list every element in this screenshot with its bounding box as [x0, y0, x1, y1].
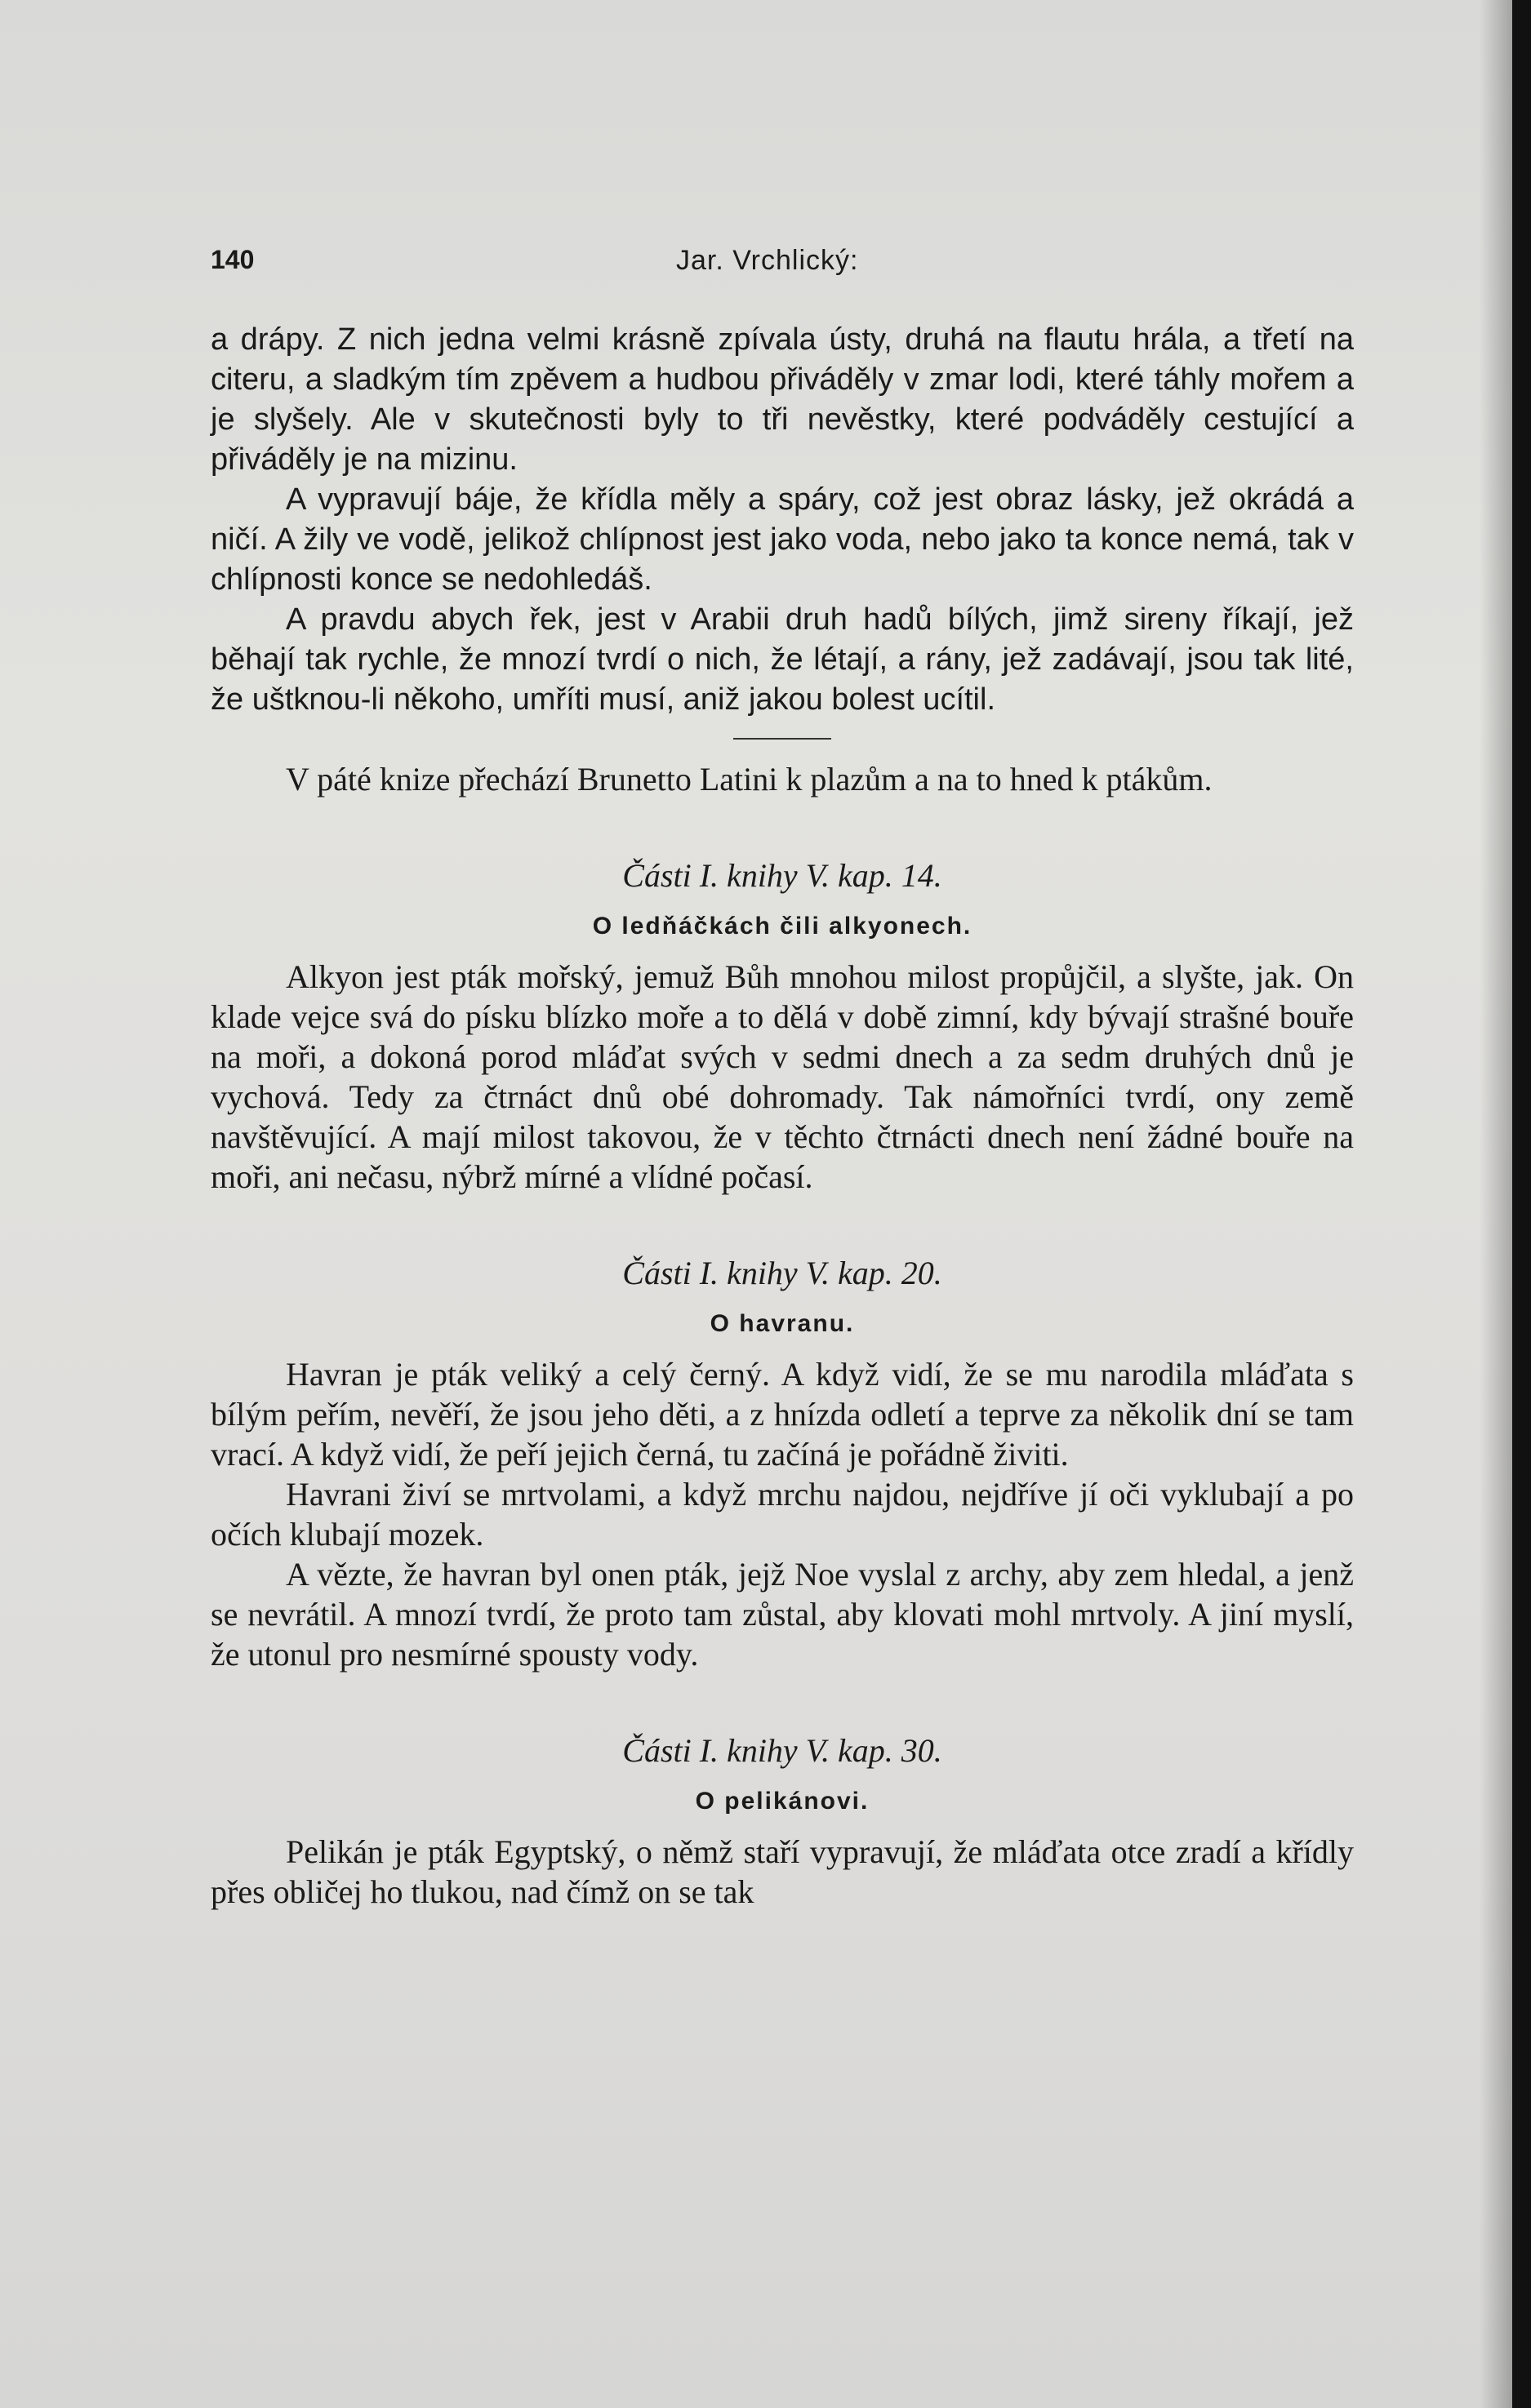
section-reference: Části I. knihy V. kap. 14. — [622, 857, 942, 894]
section-title: O pelikánovi. — [695, 1788, 870, 1815]
page-content — [211, 245, 1354, 1912]
running-head-author: Jar. Vrchlický: — [676, 245, 859, 276]
intro-paragraph: A pravdu abych řek, jest v Arabii druh hadů bílých, jimž sireny říkají, jež běhají tak rychle, že mnozí tvrdí o nich, že létají, a rány, jež zadávají, jsou tak lité, že uštknou-li někoho, umříti musí, aniž jakou bolest ucítil. — [211, 602, 1354, 717]
intro-paragraph: A vypravují báje, že křídla měly a spáry, což jest obraz lásky, jež okrádá a ničí. A žily ve vodě, jelikož chlípnost jest jako voda, nebo jako ta konce nemá, tak v chlípnosti konce se nedohledáš. — [211, 482, 1354, 597]
intro-paragraph: a drápy. Z nich jedna velmi krásně zpívala ústy, druhá na flautu hrála, a třetí na citeru, a sladkým tím zpěvem a hudbou přiváděly v zmar lodi, které táhly mořem a je slyšely. Ale v skutečnosti byly to tři nevěstky, které podváděly cestující a přiváděly je na mizinu. — [211, 322, 1354, 477]
section-reference: Části I. knihy V. kap. 20. — [622, 1255, 942, 1291]
running-head — [211, 245, 1354, 278]
section-paragraph: Havran je pták veliký a celý černý. A když vidí, že se mu narodila mláďata s bílým peřím, nevěří, že jsou jeho děti, a z hnízda odletí a teprve za několik dní se tam vrací. A když vidí, že peří jejich černá, tu začíná je pořádně živiti. — [211, 1356, 1354, 1473]
section-paragraph: Havrani živí se mrtvolami, a když mrchu najdou, nejdříve jí oči vyklubají a po očích klubají mozek. — [211, 1476, 1354, 1553]
section-divider — [733, 738, 831, 740]
section-paragraph: Pelikán je pták Egyptský, o němž staří vypravují, že mláďata otce zradí a křídly přes obličej ho tlukou, nad čímž on se tak — [211, 1833, 1354, 1910]
page-number: 140 — [211, 245, 255, 274]
transition-paragraph: V páté knize přechází Brunetto Latini k plazům a na to hned k ptákům. — [286, 761, 1213, 797]
section-paragraph: Alkyon jest pták mořský, jemuž Bůh mnohou milost propůjčil, a slyšte, jak. On klade vejce svá do písku blízko moře a to dělá v době zimní, kdy bývají strašné bouře na moři, a dokoná porod mláďat svých v sedmi dnech a za sedm druhých dnů je vychová. Tedy za čtrnáct dnů obé dohromady. Tak námořníci tvrdí, ony země navštěvující. A mají milost takovou, že v těchto čtrnácti dnech není žádné bouře na moři, ani nečasu, nýbrž mírné a vlídné počasí. — [211, 958, 1354, 1195]
section-title: O ledňáčkách čili alkyonech. — [592, 913, 972, 940]
section-reference: Části I. knihy V. kap. 30. — [622, 1732, 942, 1769]
page-edge-shadow — [1480, 0, 1512, 2408]
section-title: O havranu. — [710, 1310, 855, 1337]
section-paragraph: A vězte, že havran byl onen pták, jejž Noe vyslal z archy, aby zem hledal, a jenž se nevrátil. A mnozí tvrdí, že proto tam zůstal, aby klovati mohl mrtvoly. A jiní myslí, že utonul pro nesmírné spousty vody. — [211, 1556, 1354, 1673]
